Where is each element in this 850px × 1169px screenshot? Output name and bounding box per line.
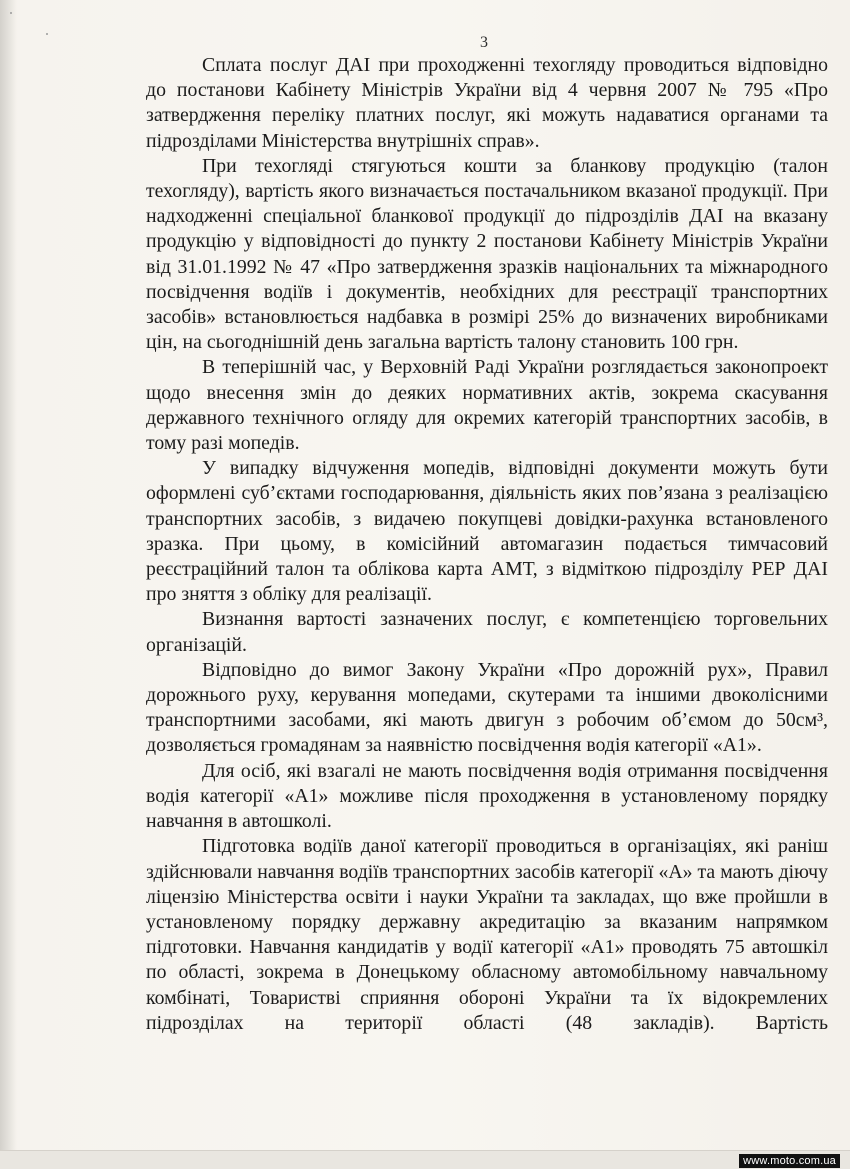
- document-body: [146, 53, 828, 1036]
- scan-speck: [46, 33, 48, 35]
- page-number: 3: [480, 34, 488, 51]
- paragraph-3: В теперішній час, у Верховній Раді України розглядається законопроект щодо внесення змін до деяких нормативних актів, зокрема скасування державного технічного огляду для окремих категорій транспортних засобів, в тому разі мопедів.: [146, 356, 828, 455]
- paragraph-6: Відповідно до вимог Закону України «Про дорожній рух», Правил дорожнього руху, керування мопедами, скутерами та іншими двоколісними транспортними засобами, які мають двигун з робочим об’ємом до 50см³, дозволяється громадянам за наявністю посвідчення водія категорії «А1».: [146, 658, 828, 757]
- scan-speck: [10, 12, 12, 14]
- site-watermark: www.moto.com.ua: [739, 1154, 840, 1168]
- paragraph-5: Визнання вартості зазначених послуг, є компетенцією торговельних організацій.: [146, 608, 828, 656]
- paragraph-4: У випадку відчуження мопедів, відповідні документи можуть бути оформлені суб’єктами господарювання, діяльність яких пов’язана з реалізацією транспортних засобів, з видачею покупцеві довідки-рахунка встановленого зразка. При цьому, в комісійний автомагазин подається тимчасовий реєстраційний талон та облікова карта АМТ, з відміткою підрозділу РЕР ДАІ про зняття з обліку для реалізації.: [146, 457, 828, 606]
- scan-bottom-band: [0, 1150, 850, 1169]
- paragraph-1: Сплата послуг ДАІ при проходженні техогляду проводиться відповідно до постанови Кабінету Міністрів України від 4 червня 2007 № 795 «Про затвердження переліку платних послуг, які можуть надаватися органами та підрозділами Міністерства внутрішніх справ».: [146, 54, 828, 152]
- scan-left-shadow: [0, 0, 16, 1169]
- paragraph-7: Для осіб, які взагалі не мають посвідчення водія отримання посвідчення водія категорії «А1» можливе після проходження в установленому порядку навчання в автошколі.: [146, 759, 828, 833]
- paragraph-8: Підготовка водіїв даної категорії проводиться в організаціях, які раніш здійснювали навчання водіїв транспортних засобів категорії «А» та мають діючу ліцензію Міністерства освіти і науки України та закладах, що вже пройшли в установленому порядку державну акредитацію за вказаним напрямком підготовки. Навчання кандидатів у водії категорії «А1» проводять 75 автошкіл по області, зокрема в Донецькому обласному автомобільному навчальному комбінаті, Товаристві сприяння обороні України та їх відокремлених підрозділах на території області (48 закладів). Вартість: [146, 835, 828, 1034]
- paragraph-2: При техогляді стягуються кошти за бланкову продукцію (талон техогляду), вартість якого визначається постачальником вказаної продукції. При надходженні спеціальної бланкової продукції до підрозділів ДАІ на вказану продукцію у відповідності до пункту 2 постанови Кабінету Міністрів України від 31.01.1992 № 47 «Про затвердження зразків національних та міжнародного посвідчення водіїв і документів, необхідних для реєстрації транспортних засобів» встановлюється надбавка в розмірі 25% до визначених виробниками цін, на сьогоднішній день загальна вартість талону становить 100 грн.: [146, 154, 828, 354]
